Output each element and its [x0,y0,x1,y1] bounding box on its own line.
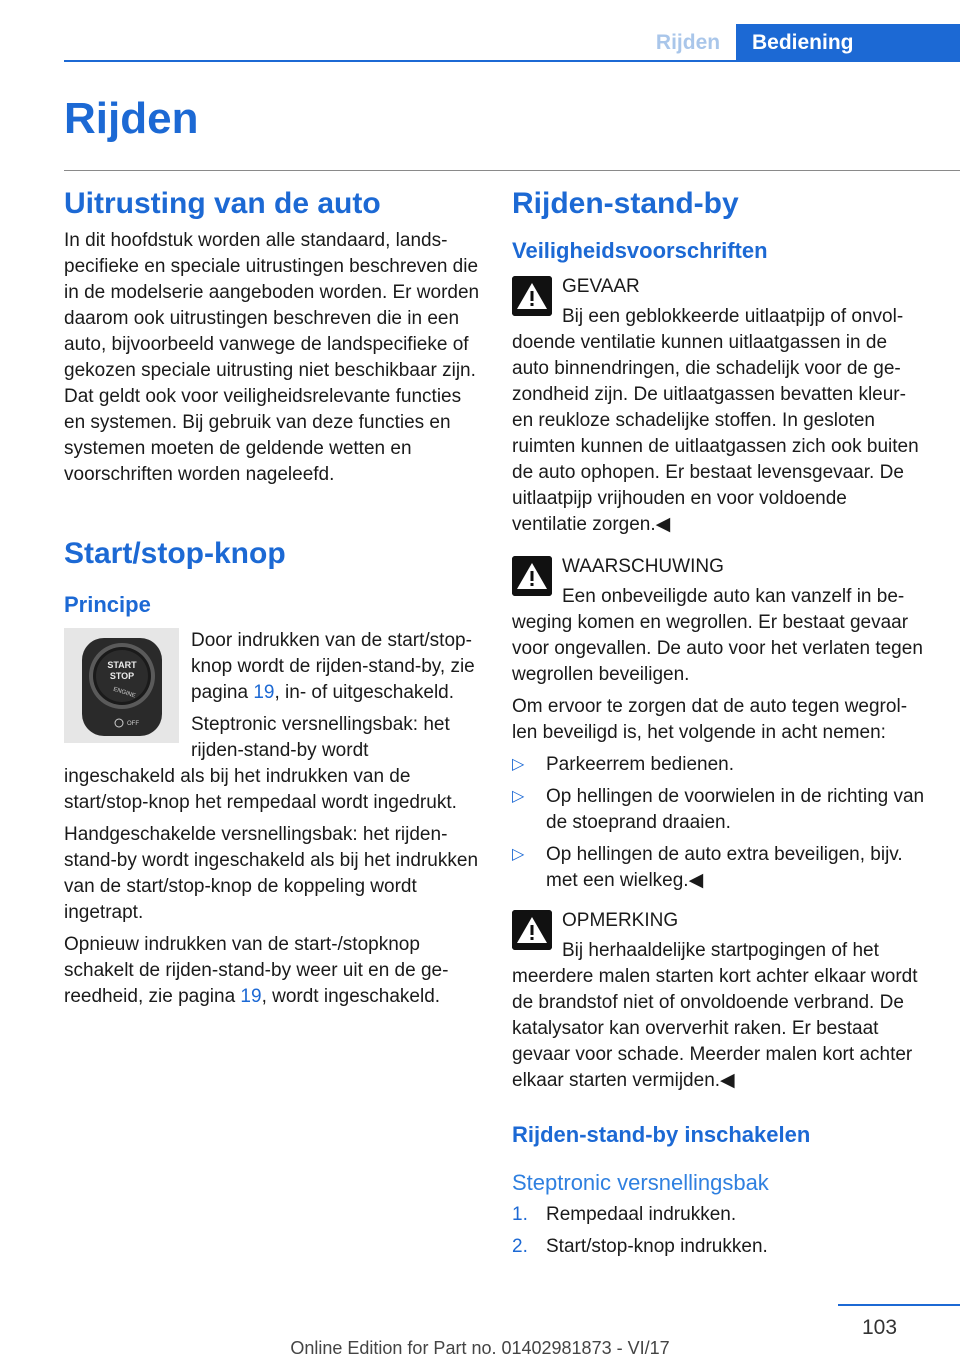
warning-text-2: Om ervoor te zorgen dat de auto tegen wegrollen beveiligd is, het volgende in acht nemen: [512,696,908,743]
start-stop-button-image [64,628,179,743]
danger-text: Bij een geblokkeerde uitlaatpijp of onvoldoende ventilatie kunnen uitlaatgassen in de auto binnendringen, die schadelijk voor de gezondheid zijn. De uitlaatgassen bevatten kleur- en reukloze schadelijke stoffen. In gesloten ruimten kunnen de uitlaatgassen zich ook buiten de auto ophopen. Er bestaat levensgevaar. De uitlaatpijp vrijhouden en voor voldoende ventilatie zorgen.◀ [512,306,919,535]
button-text-start: START [107,660,137,670]
warning-notice [512,554,926,688]
left-column [64,184,480,1010]
step-number: 2. [512,1236,528,1257]
warning-triangle-icon [512,910,552,950]
right-column [512,184,926,1260]
steptronic-heading: Steptronic versnellingsbak [512,1170,769,1195]
bullet-item: ▷ Op hellingen de auto extra beveiligen, bijv. met een wielkeg.◀ [512,842,926,894]
steps-list [512,1202,926,1260]
step-item [512,1234,926,1260]
equipment-heading: Uitrusting van de auto [64,187,381,220]
note-notice [512,908,926,1094]
page-link-19[interactable]: 19 [253,682,275,703]
page-link-19b[interactable]: 19 [240,986,262,1007]
button-off-label: OFF [127,721,139,727]
startstop-paragraph-2: Steptronic versnellingsbak: het rijden-stand-by wordt ingeschakeld als bij het indrukken van de start/stop-knop het rempedaal wordt ingedrukt. [64,714,457,813]
page-title: Rijden [64,94,199,143]
step-number: 1. [512,1204,528,1225]
startstop-heading: Start/stop-knop [64,537,286,570]
footer-rule [838,1304,960,1306]
warning-bullet-list [512,752,926,894]
danger-notice [512,274,926,538]
warning-triangle-icon [512,276,552,316]
standby-heading: Rijden-stand-by [512,187,739,220]
note-text: Bij herhaaldelijke startpogingen of het meerdere malen starten kort achter elkaar wordt de brandstof niet of onvoldoende verbrand. De katalysator kan oververhit raken. Er bestaat gevaar voor schade. Meerder malen kort achter elkaar starten vermijden.◀ [512,940,918,1091]
equipment-body: In dit hoofdstuk worden alle standaard, landspecifieke en speciale uitrustingen beschreven die in de modelserie aangeboden worden. Er worden daarom ook uitrustingen beschreven die in een auto, bijvoorbeeld vanwege de landspecifieke of gekozen speciale uitrusting niet beschikbaar zijn. Dat geldt ook voor veiligheidsrelevante functies en systemen. Bij gebruik van deze functies en systemen moeten de geldende wetten en voorschriften worden nageleefd. [64,230,480,485]
switch-on-heading: Rijden-stand-by inschakelen [512,1122,811,1147]
button-text-engine: ENGINE [112,686,137,700]
startstop-paragraph-4: Opnieuw indrukken van de start-/stopknop schakelt de rijden-stand-by weer uit en de gereedheid, zie pagina 19, wordt ingeschakeld. [64,934,449,1007]
note-label: OPMERKING [562,910,679,931]
safety-heading: Veiligheidsvoorschriften [512,238,768,263]
step-item [512,1202,926,1228]
page-number: 103 [862,1316,898,1339]
button-text-stop: STOP [109,671,135,681]
step-text: Start/stop-knop indrukken. [546,1236,768,1257]
danger-label: GEVAAR [562,276,640,297]
footer-edition: Online Edition for Part no. 01402981873 - VI/17 [290,1338,670,1358]
step-text: Rempedaal indrukken. [546,1204,737,1225]
header-rule [64,60,960,62]
principle-heading: Principe [64,592,151,617]
warning-label: WAARSCHUWING [562,556,724,577]
warning-triangle-icon [512,556,552,596]
warning-text: Een onbeveiligde auto kan vanzelf in beweging komen en wegrollen. Er bestaat gevaar voor ongevallen. De auto voor het verlaten tegen wegrollen beveiligen. [512,586,923,685]
header-tab-rijden[interactable]: Rijden [655,31,721,54]
start-stop-button-illustration [64,628,179,743]
startstop-paragraph-3: Handgeschakelde versnellingsbak: het rijden-stand-by wordt ingeschakeld als bij het indrukken van de start/stop-knop de koppeling wordt ingetrapt. [64,824,479,923]
startstop-paragraph-1: Door indrukken van de start/stop-knop wordt de rijden-stand-by, zie pagina 19, in- of uitgeschakeld. [191,630,475,703]
bullet-item: ▷ Op hellingen de voorwielen in de richting van de stoeprand draaien. [512,784,926,836]
bullet-item: ▷ Parkeerrem bedienen. [512,752,926,778]
header-tab-bediening[interactable]: Bediening [736,24,960,60]
title-divider [64,170,960,171]
